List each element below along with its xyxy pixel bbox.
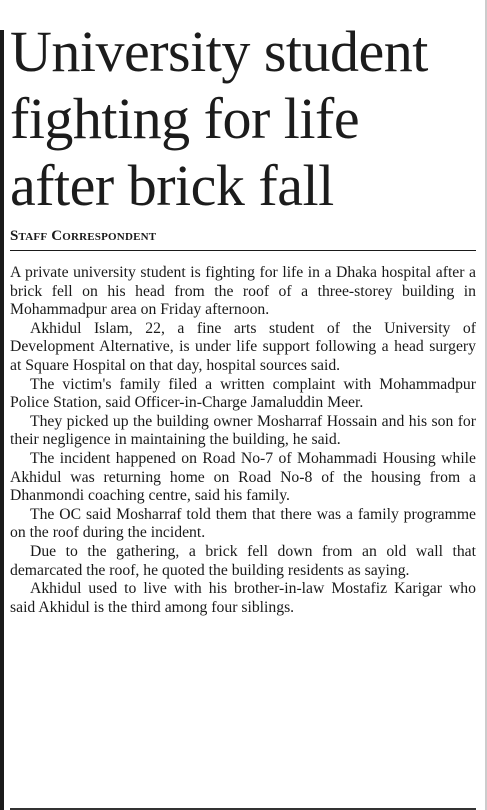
paragraph-5: The incident happened on Road No-7 of Mohammadi Housing while Akhidul was returning home on Road No-8 of the housing from a Dhanmondi coaching centre, said his family. — [10, 449, 476, 505]
headline-line-3: after brick fall — [10, 153, 334, 218]
headline-line-2: fighting for life — [10, 86, 360, 151]
paragraph-8: Akhidul used to live with his brother-in-law Mostafiz Karigar who said Akhidul is the third among four siblings. — [10, 580, 476, 616]
headline-line-1: University student — [10, 19, 428, 84]
paragraph-3: The victim's family filed a written complaint with Mohammadpur Police Station, said Officer-in-Charge Jamaluddin Meer. — [10, 375, 476, 412]
paragraph-4: They picked up the building owner Mosharraf Hossain and his son for their negligence in maintaining the building, he said. — [10, 412, 476, 449]
byline: Staff Correspondent — [10, 228, 157, 244]
paragraph-7: Due to the gathering, a brick fell down from an old wall that demarcated the roof, he quoted the building residents as saying. — [10, 542, 476, 579]
news-article — [10, 0, 476, 617]
article-body — [10, 264, 476, 617]
paragraph-2: Akhidul Islam, 22, a fine arts student of the University of Development Alternative, is under life support following a head surgery at Square Hospital on that day, hospital sources said. — [10, 319, 476, 374]
headline — [10, 18, 476, 219]
left-column-rule — [0, 30, 4, 810]
paragraph-6: The OC said Mosharraf told them that there was a family programme on the roof during the incident. — [10, 505, 476, 542]
byline-divider — [10, 250, 476, 251]
paragraph-1: A private university student is fighting for life in a Dhaka hospital after a brick fell on his head from the roof of a three-storey building in Mohammadpur area on Friday afternoon. — [10, 264, 476, 319]
